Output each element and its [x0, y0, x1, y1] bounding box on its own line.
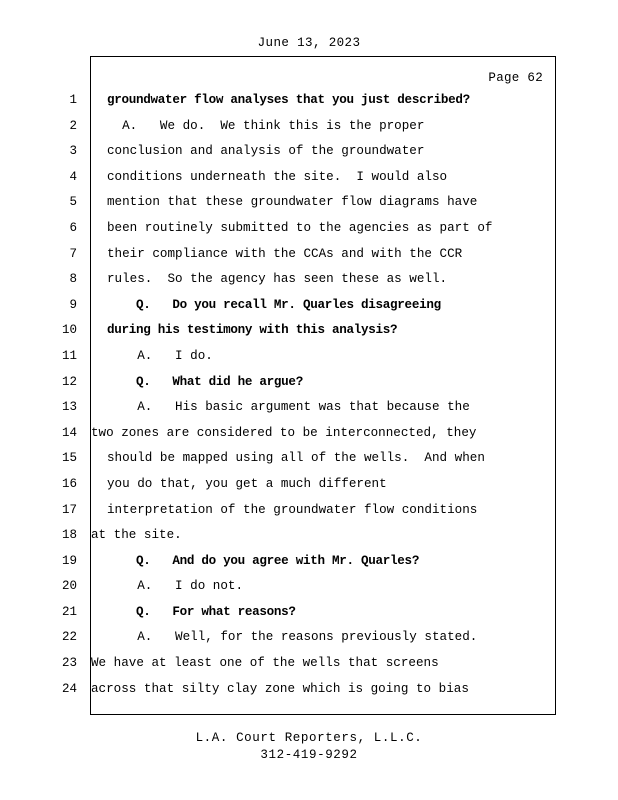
transcript-line	[61, 476, 555, 503]
line-text: conditions underneath the site. I would also	[107, 169, 448, 184]
transcript-line	[61, 681, 555, 708]
line-number: 9	[69, 297, 77, 312]
line-text: A. I do.	[107, 348, 213, 363]
line-number: 5	[69, 195, 77, 210]
line-text: at the site.	[91, 528, 182, 543]
line-text: across that silty clay zone which is going to bias	[91, 681, 469, 696]
line-number: 21	[61, 604, 77, 619]
line-text: you do that, you get a much different	[107, 476, 387, 491]
line-text: Q. And do you agree with Mr. Quarles?	[107, 553, 420, 568]
transcript-line	[69, 169, 555, 196]
line-text: Q. What did he argue?	[107, 374, 303, 389]
line-number: 15	[61, 451, 77, 466]
transcript-line	[61, 656, 555, 682]
line-text: A. I do not.	[107, 579, 244, 594]
line-text: A. His basic argument was that because the	[107, 400, 470, 415]
document-date-header: June 13, 2023	[257, 36, 361, 50]
line-number: 17	[61, 502, 77, 517]
line-text: been routinely submitted to the agencies as part of	[107, 220, 493, 235]
transcript-line	[61, 425, 555, 452]
footer-reporter-phone: 312-419-9292	[260, 748, 358, 762]
line-text: A. Well, for the reasons previously stated.	[107, 630, 478, 645]
line-text: during his testimony with this analysis?	[107, 323, 398, 338]
line-number: 8	[69, 272, 77, 287]
line-text: rules. So the agency has seen these as well.	[107, 272, 448, 287]
line-number: 1	[69, 93, 77, 107]
page-number-label: Page 62	[488, 71, 543, 85]
transcript-line	[61, 630, 555, 656]
line-number: 24	[61, 681, 77, 696]
line-number: 12	[61, 374, 77, 389]
line-number: 20	[61, 579, 77, 594]
line-number: 10	[61, 323, 77, 338]
transcript-line	[69, 272, 555, 298]
transcript-line	[69, 195, 555, 221]
transcript-line	[69, 220, 555, 247]
transcript-line	[69, 93, 555, 119]
line-text: A. We do. We think this is the proper	[107, 118, 425, 133]
line-text: Q. For what reasons?	[107, 604, 296, 619]
line-number: 4	[69, 169, 77, 184]
line-number: 13	[61, 400, 77, 415]
transcript-line	[61, 451, 555, 477]
line-text: Q. Do you recall Mr. Quarles disagreeing	[107, 297, 441, 312]
transcript-body-box	[61, 56, 556, 715]
transcript-line	[69, 118, 555, 145]
transcript-line	[61, 553, 555, 580]
line-text: groundwater flow analyses that you just described?	[107, 93, 470, 107]
line-number: 11	[61, 348, 77, 363]
line-number: 22	[61, 630, 77, 645]
transcript-lines	[61, 93, 555, 707]
transcript-line	[61, 323, 555, 349]
line-text: interpretation of the groundwater flow conditions	[107, 502, 478, 517]
line-text: their compliance with the CCAs and with the CCR	[107, 246, 463, 261]
line-text: should be mapped using all of the wells. And when	[107, 451, 485, 466]
transcript-line	[61, 374, 555, 401]
transcript-line	[61, 528, 555, 554]
line-text: conclusion and analysis of the groundwater	[107, 144, 425, 159]
line-number: 2	[69, 118, 77, 133]
line-number: 18	[61, 528, 77, 543]
line-number: 16	[61, 476, 77, 491]
line-number: 7	[69, 246, 77, 261]
line-number: 14	[61, 425, 77, 440]
transcript-line	[69, 246, 555, 273]
line-number: 19	[61, 553, 77, 568]
line-text: mention that these groundwater flow diagrams have	[107, 195, 478, 210]
line-number: 3	[69, 144, 77, 159]
line-text: We have at least one of the wells that screens	[91, 656, 439, 671]
line-number: 6	[69, 220, 77, 235]
footer-reporter-name: L.A. Court Reporters, L.L.C.	[195, 731, 423, 745]
transcript-line	[61, 502, 555, 529]
transcript-line	[61, 579, 555, 605]
transcript-line	[61, 400, 555, 426]
transcript-line	[69, 144, 555, 170]
transcript-line	[61, 348, 555, 375]
transcript-line	[61, 604, 555, 631]
line-number: 23	[61, 656, 77, 671]
footer-block	[0, 730, 618, 764]
transcript-line	[69, 297, 555, 324]
line-text: two zones are considered to be interconnected, they	[91, 425, 477, 440]
